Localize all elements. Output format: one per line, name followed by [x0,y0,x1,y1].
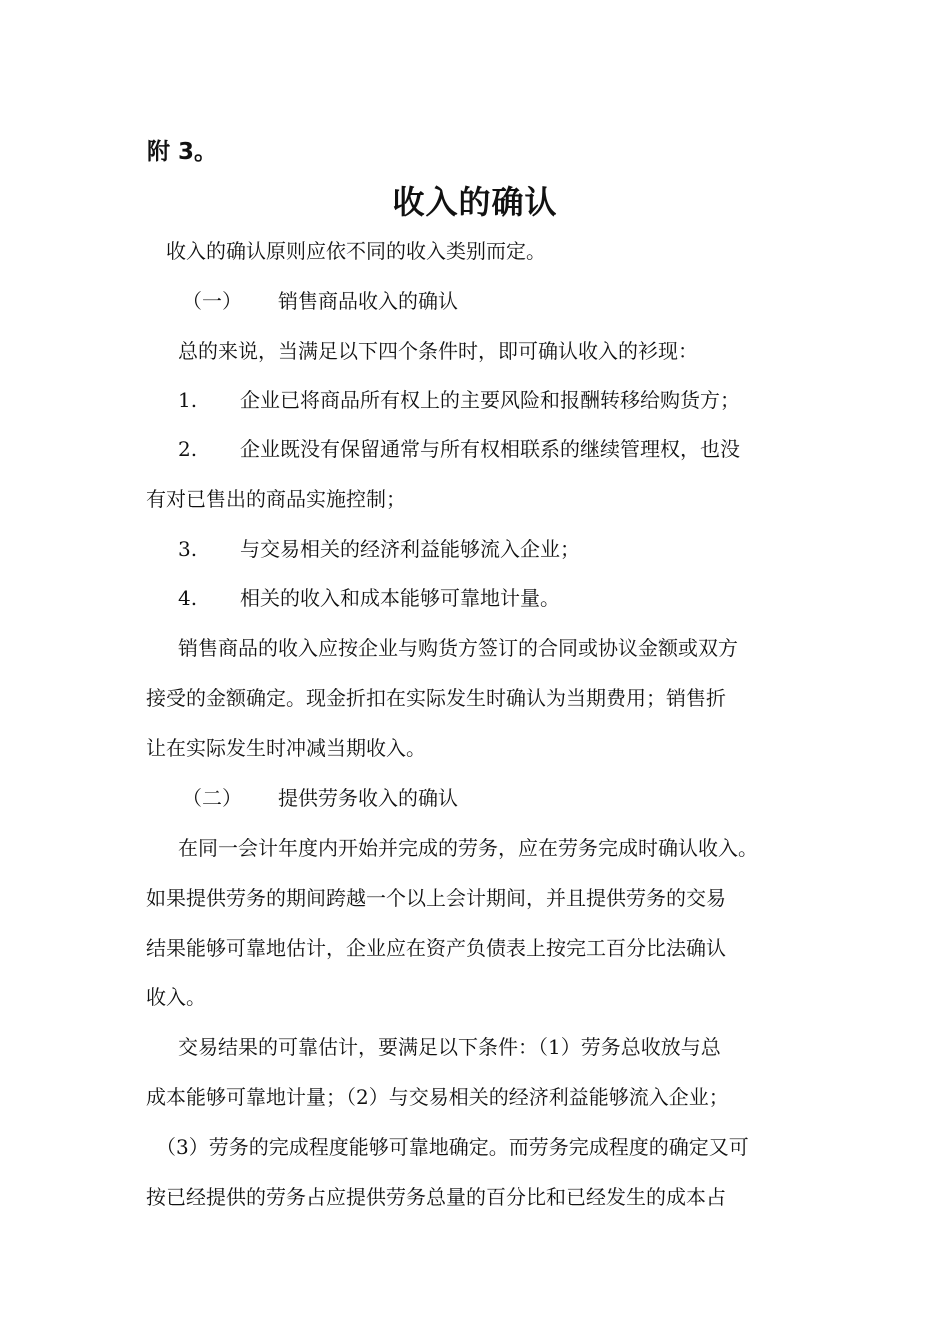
annex-label: 附 3。 [147,139,218,165]
list-item-number: 4. [178,586,198,610]
section1-title: 销售商品收入的确认 [278,289,458,313]
section1-number: （一） [182,289,242,313]
list-item [178,583,560,613]
section2-title: 提供劳务收入的确认 [278,786,458,810]
section1-heading [182,286,458,316]
paragraph-line: 收入。 [146,985,206,1009]
section2-heading [182,783,458,813]
list-item [178,534,580,564]
list-item-text: 相关的收入和成本能够可靠地计量。 [240,586,560,610]
paragraph-line: 成本能够可靠地计量；（2）与交易相关的经济利益能够流入企业； [146,1085,729,1109]
list-item [178,434,740,464]
list-item-text: 与交易相关的经济利益能够流入企业； [240,537,580,561]
list-item-number: 3. [178,537,198,561]
paragraph-line: 销售商品的收入应按企业与购货方签订的合同或协议金额或双方 [178,636,738,660]
paragraph-line: 让在实际发生时冲减当期收入。 [146,736,426,760]
paragraph-line: 接受的金额确定。现金折扣在实际发生时确认为当期费用；销售折 [146,686,726,710]
document-title: 收入的确认 [392,183,558,221]
section2-number: （二） [182,786,242,810]
paragraph-line: 交易结果的可靠估计，要满足以下条件：（1）劳务总收放与总 [178,1035,721,1059]
list-item-number: 1. [178,388,198,412]
list-item-text: 企业既没有保留通常与所有权相联系的继续管理权，也没 [240,437,740,461]
section1-lead: 总的来说，当满足以下四个条件时，即可确认收入的衫现： [178,339,698,363]
list-item-number: 2. [178,437,198,461]
paragraph-line: （3）劳务的完成程度能够可靠地确定。而劳务完成程度的确定又可 [156,1135,749,1159]
list-item-continuation: 有对已售出的商品实施控制； [146,487,406,511]
paragraph-line: 按已经提供的劳务占应提供劳务总量的百分比和已经发生的成本占 [146,1185,726,1209]
paragraph-line: 在同一会计年度内开始并完成的劳务，应在劳务完成时确认收入。 [178,836,758,860]
list-item [178,385,740,415]
paragraph-line: 结果能够可靠地估计，企业应在资产负债表上按完工百分比法确认 [146,936,726,960]
list-item-text: 企业已将商品所有权上的主要风险和报酬转移给购货方； [240,388,740,412]
intro-line: 收入的确认原则应依不同的收入类别而定。 [166,239,546,263]
paragraph-line: 如果提供劳务的期间跨越一个以上会计期间，并且提供劳务的交易 [146,886,726,910]
